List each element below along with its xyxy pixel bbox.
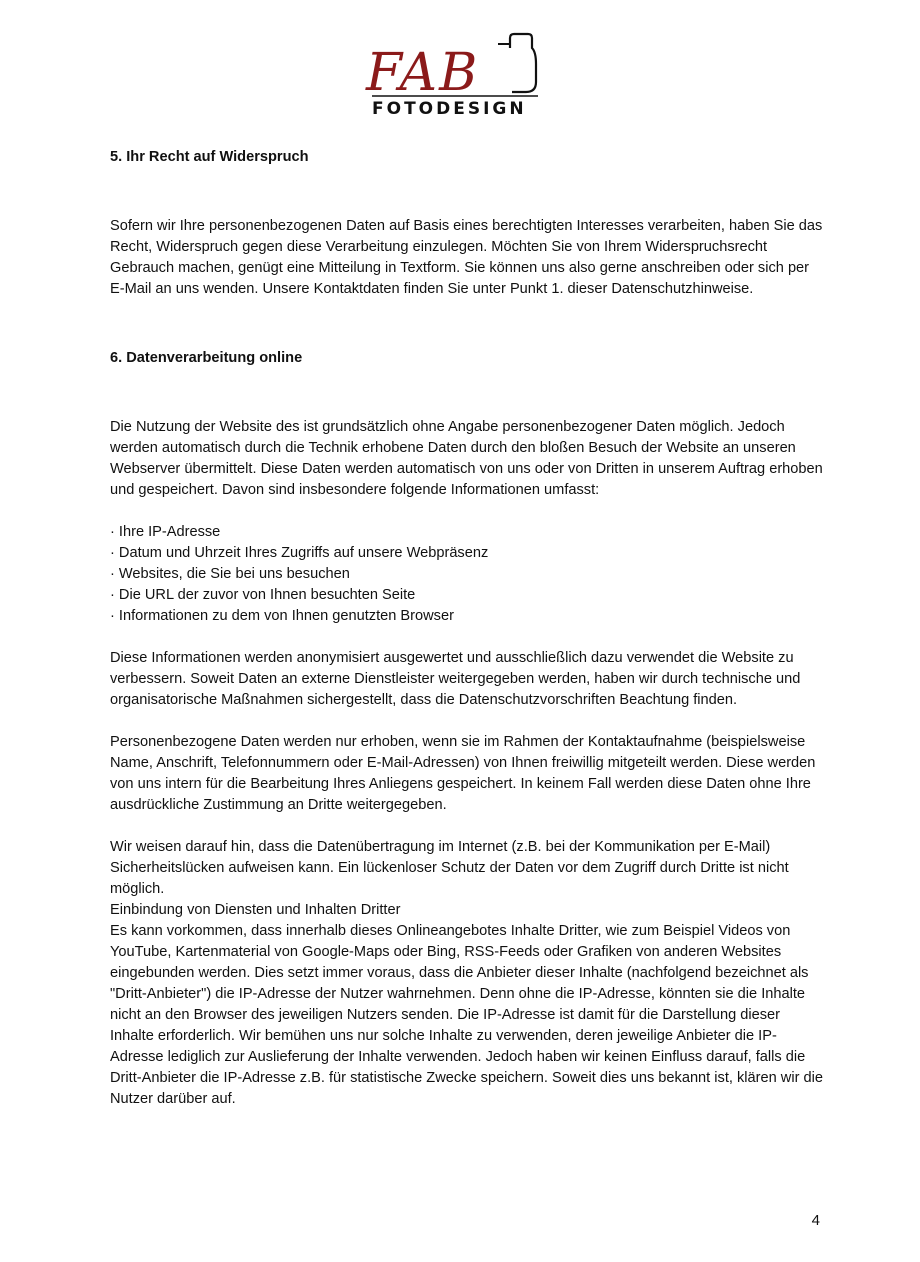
paragraph: Diese Informationen werden anonymisiert ausgewertet und ausschließlich dazu verwendet die Website zu verbessern. Soweit Daten an externe Dienstleister weitergegeben werden, haben wir durch technische und organisatorische Maßnahmen sichergestellt, dass die Datenschutzvorschriften Beachtung finden.	[110, 650, 801, 708]
paragraph: Wir weisen darauf hin, dass die Datenübertragung im Internet (z.B. bei der Kommunikation per E-Mail) Sicherheitslücken aufweisen kann. Ein lückenloser Schutz der Daten vor dem Zugriff durch Dritte ist nicht möglich.	[110, 839, 789, 897]
fab-fotodesign-logo	[360, 30, 560, 120]
section-heading: 6. Datenverarbeitung online	[110, 350, 303, 366]
paragraph: Es kann vorkommen, dass innerhalb dieses Onlineangebotes Inhalte Dritter, wie zum Beispiel Videos von YouTube, Kartenmaterial von Google-Maps oder Bing, RSS-Feeds oder Grafiken von anderen Websites eingebunden werden. Dies setzt immer voraus, dass die Anbieter dieser Inhalte (nachfolgend bezeichnet als "Dritt-Anbieter") die IP-Adresse der Nutzer wahrnehmen. Denn ohne die IP-Adresse, könnten sie die Inhalte nicht an den Browser des jeweiligen Nutzers senden. Die IP-Adresse ist damit für die Darstellung dieser Inhalte erforderlich. Wir bemühen uns nur solche Inhalte zu verwenden, deren jeweilige Anbieter die IP-Adresse lediglich zur Auslieferung der Inhalte verwenden. Jedoch haben wir keinen Einfluss darauf, falls die Dritt-Anbieter die IP-Adresse z.B. für statistische Zwecke speichern. Soweit dies uns bekannt ist, klären wir die Nutzer darüber auf.	[110, 923, 823, 1107]
data-list	[110, 522, 825, 627]
page-number: 4	[811, 1212, 820, 1229]
logo-subtitle: FOTODESIGN	[372, 99, 527, 119]
list-item: · Websites, die Sie bei uns besuchen	[110, 566, 350, 582]
paragraph: Die Nutzung der Website des ist grundsätzlich ohne Angabe personenbezogener Daten möglich. Jedoch werden automatisch durch die Technik erhobene Daten durch den bloßen Besuch der Website an unseren Webserver übermittelt. Diese Daten werden automatisch von uns oder von Dritten in unserem Auftrag erhoben und gespeichert. Davon sind insbesondere folgende Informationen umfasst:	[110, 419, 823, 498]
paragraph: Personenbezogene Daten werden nur erhoben, wenn sie im Rahmen der Kontaktaufnahme (beispielsweise Name, Anschrift, Telefonnummern oder E-Mail-Adressen) von Ihnen freiwillig mitgeteilt werden. Diese werden von uns intern für die Bearbeitung Ihres Anliegens gespeichert. In keinem Fall werden diese Daten ohne Ihre ausdrückliche Zustimmung an Dritte weitergegeben.	[110, 734, 816, 813]
logo-mark: FAB	[366, 43, 480, 103]
document-body	[110, 147, 825, 1110]
list-item: · Datum und Uhrzeit Ihres Zugriffs auf unsere Webpräsenz	[110, 545, 489, 561]
section-heading: 5. Ihr Recht auf Widerspruch	[110, 149, 309, 165]
list-item: · Die URL der zuvor von Ihnen besuchten Seite	[110, 587, 416, 603]
paragraph: Sofern wir Ihre personenbezogenen Daten auf Basis eines berechtigten Interesses verarbeiten, haben Sie das Recht, Widerspruch gegen diese Verarbeitung einzulegen. Möchten Sie von Ihrem Widerspruchsrecht Gebrauch machen, genügt eine Mitteilung in Textform. Sie können uns also gerne anschreiben oder sich per E-Mail an uns wenden. Unsere Kontaktdaten finden Sie unter Punkt 1. dieser Datenschutzhinweise.	[110, 218, 823, 297]
list-item: · Informationen zu dem von Ihnen genutzten Browser	[110, 608, 454, 624]
subheading: Einbindung von Diensten und Inhalten Dritter	[110, 902, 401, 918]
list-item: · Ihre IP-Adresse	[110, 524, 221, 540]
